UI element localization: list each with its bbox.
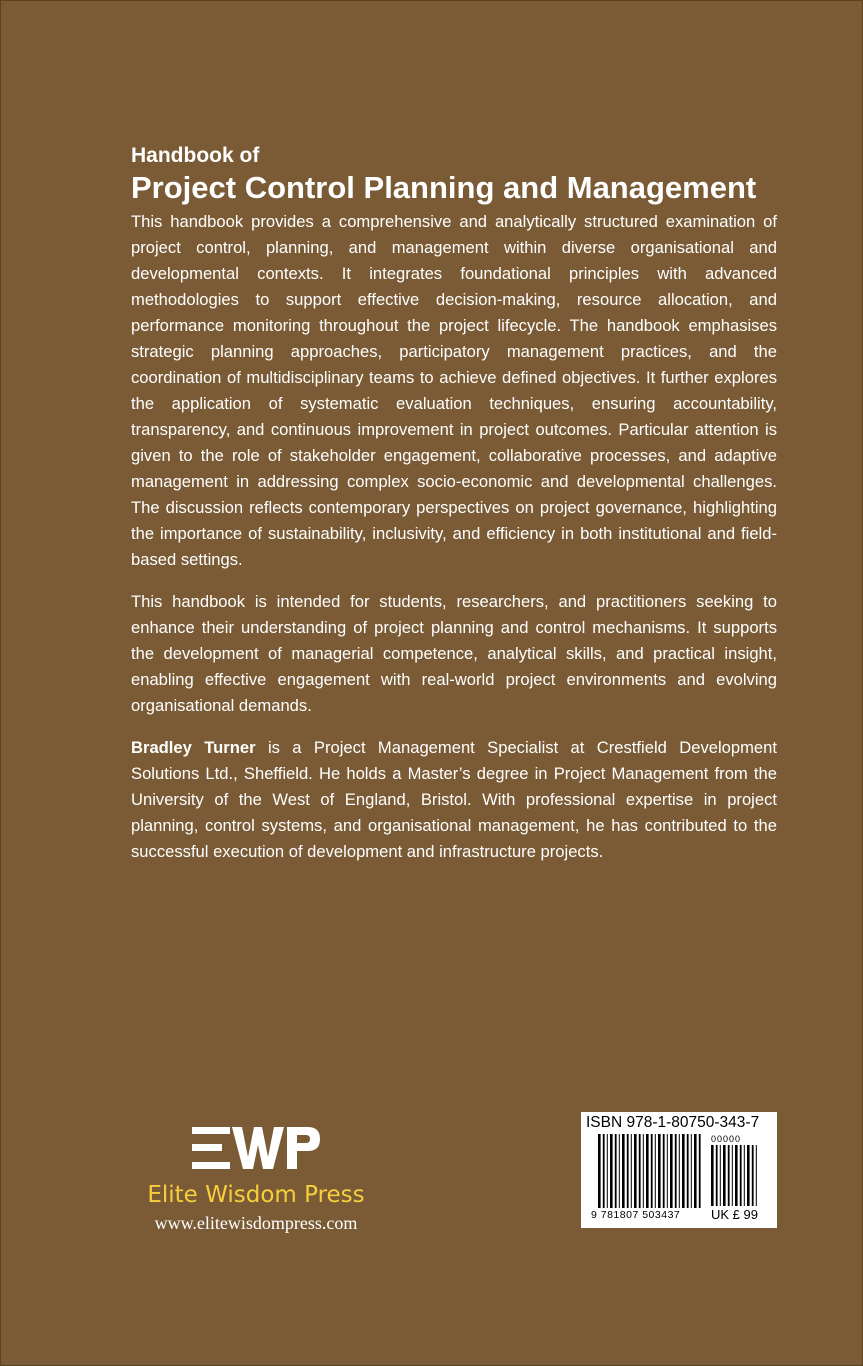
barcode-bar [732,1145,733,1206]
barcode-bar [627,1134,629,1208]
barcode-bar [723,1145,726,1206]
barcode-bar [658,1134,661,1208]
price-label: UK £ 99 [711,1207,758,1222]
author-bio-paragraph [131,735,777,865]
barcode-bar [598,1134,601,1208]
barcode-bar [603,1134,605,1208]
barcode-bar [651,1134,653,1208]
barcode-bar [694,1134,697,1208]
barcode-bar [619,1134,620,1208]
barcode-bar [634,1134,637,1208]
publisher-name: Elite Wisdom Press [147,1182,365,1208]
description-paragraph: This handbook provides a comprehensive and analytically structured examination of project control, planning, and management within diverse organisational and developmental contexts. It integrates foundational principles with advanced methodologies to support effective decision-making, resource allocation, and performance monitoring throughout the project lifecycle. The handbook emphasises strategic planning approaches, participatory management practices, and the coordination of multidisciplinary teams to achieve defined objectives. It further explores the application of systematic evaluation techniques, ensuring accountability, transparency, and continuous improvement in project outcomes. Particular attention is given to the role of stakeholder engagement, collaborative processes, and adaptive management in addressing complex socio-economic and developmental challenges. The discussion reflects contemporary perspectives on project governance, highlighting the importance of sustainability, inclusivity, and efficiency in both institutional and field-based settings. [131,212,777,569]
barcode-bar [667,1134,668,1208]
barcode-bar [756,1145,757,1206]
barcode-bar [639,1134,641,1208]
isbn-label: ISBN 978-1-80750-343-7 [586,1114,760,1131]
barcode-bar [615,1134,617,1208]
isbn-barcode [581,1112,777,1228]
barcode-bar [687,1134,689,1208]
barcode-bar [752,1145,754,1206]
barcode-bar [622,1134,625,1208]
barcode-bar [716,1145,718,1206]
barcode-bar [675,1134,677,1208]
barcode-bar [728,1145,730,1206]
barcode-bar [670,1134,673,1208]
barcode-bar [646,1134,649,1208]
barcode-bar [744,1145,745,1206]
barcode-bar [711,1145,714,1206]
barcode-bar [655,1134,656,1208]
publisher-url: www.elitewisdompress.com [154,1213,358,1233]
author-bio: is a Project Management Specialist at Crestfield Development Solutions Ltd., Sheffield. He holds a Master’s degree in Project Management from the University of the West of England, Bristol. With professional expertise in project planning, control systems, and organisational management, he has contributed to the successful execution of development and infrastructure projects. [131,738,777,861]
barcode-bar [691,1134,692,1208]
barcode-bar [682,1134,685,1208]
audience-paragraph: This handbook is intended for students, researchers, and practitioners seeking to enhance their understanding of project planning and control mechanisms. It supports the development of managerial competence, analytical skills, and practical insight, enabling effective engagement with real-world project environments and evolving organisational demands. [131,592,777,715]
barcode-bar [747,1145,750,1206]
barcode-bar [720,1145,721,1206]
barcode-digits: 9 781807 503437 [591,1209,681,1221]
book-title: Project Control Planning and Management [131,170,757,205]
ewp-logo [192,1127,320,1169]
barcode-bar [740,1145,742,1206]
cover-text-block [131,143,777,881]
barcode-bar [610,1134,613,1208]
barcode-bar [663,1134,665,1208]
barcode-bar [699,1134,701,1208]
series-heading: Handbook of [131,144,260,167]
barcode-addon-digits: 00000 [711,1134,742,1144]
barcode-bar [607,1134,608,1208]
barcode-bar [631,1134,632,1208]
barcode-bar [735,1145,738,1206]
barcode-bar [643,1134,644,1208]
author-name: Bradley Turner [131,738,256,757]
publisher-block [131,1127,381,1234]
barcode-bar [679,1134,680,1208]
